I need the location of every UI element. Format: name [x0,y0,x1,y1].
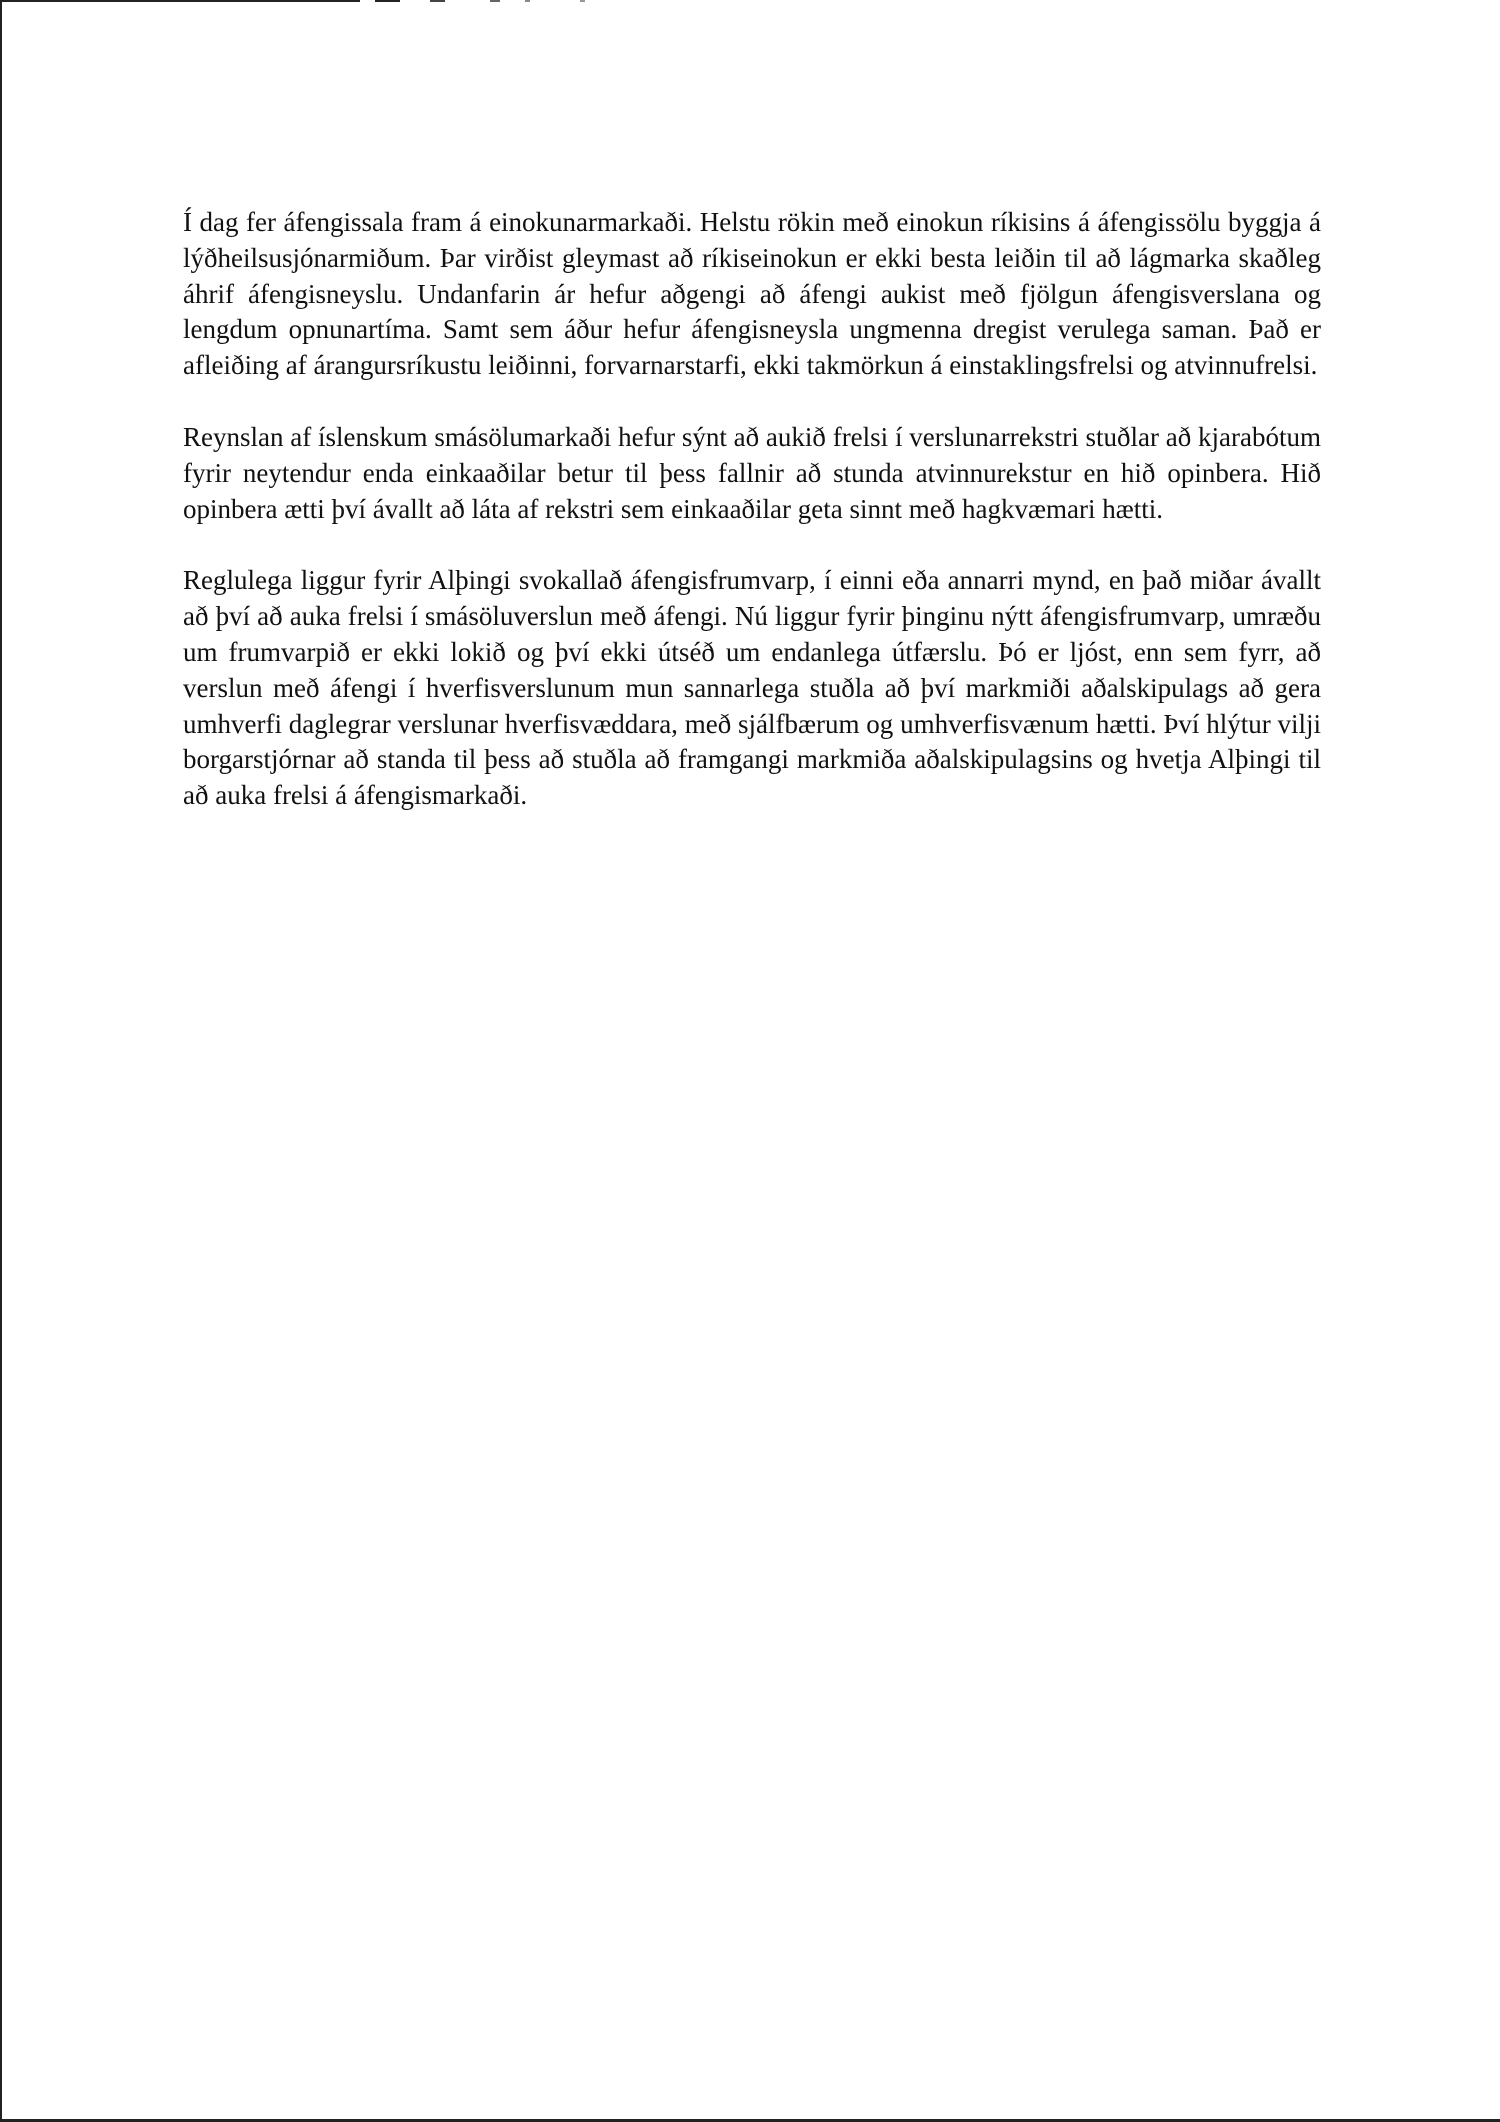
paragraph-1: Í dag fer áfengissala fram á einokunarmarkaði. Helstu rökin með einokun ríkisins á áfengissölu byggja á lýðheilsusjónarmiðum. Þar virðist gleymast að ríkiseinokun er ekki besta leiðin til að lágmarka skaðleg áhrif áfengisneyslu. Undanfarin ár hefur aðgengi að áfengi aukist með fjölgun áfengisverslana og lengdum opnunartíma. Samt sem áður hefur áfengisneysla ungmenna dregist verulega saman. Það er afleiðing af árangursríkustu leiðinni, forvarnarstarfi, ekki takmörkun á einstaklingsfrelsi og atvinnufrelsi. [183,207,1321,381]
scan-top-edge-artifact [0,0,590,2]
scan-left-edge-artifact [0,0,2,2122]
document-body [183,205,1321,814]
paragraph-3: Reglulega liggur fyrir Alþingi svokallað áfengisfrumvarp, í einni eða annarri mynd, en það miðar ávallt að því að auka frelsi í smásöluverslun með áfengi. Nú liggur fyrir þinginu nýtt áfengisfrumvarp, umræðu um frumvarpið er ekki lokið og því ekki útséð um endanlega útfærslu. Þó er ljóst, enn sem fyrr, að verslun með áfengi í hverfisverslunum mun sannarlega stuðla að því markmiði aðalskipulags að gera umhverfi daglegrar verslunar hverfisvæddara, með sjálfbærum og umhverfisvænum hætti. Því hlýtur vilji borgarstjórnar að standa til þess að stuðla að framgangi markmiða aðalskipulagsins og hvetja Alþingi til að auka frelsi á áfengismarkaði. [183,565,1321,811]
paragraph-2: Reynslan af íslenskum smásölumarkaði hefur sýnt að aukið frelsi í verslunarrekstri stuðlar að kjarabótum fyrir neytendur enda einkaaðilar betur til þess fallnir að stunda atvinnurekstur en hið opinbera. Hið opinbera ætti því ávallt að láta af rekstri sem einkaaðilar geta sinnt með hagkvæmari hætti. [183,421,1321,524]
